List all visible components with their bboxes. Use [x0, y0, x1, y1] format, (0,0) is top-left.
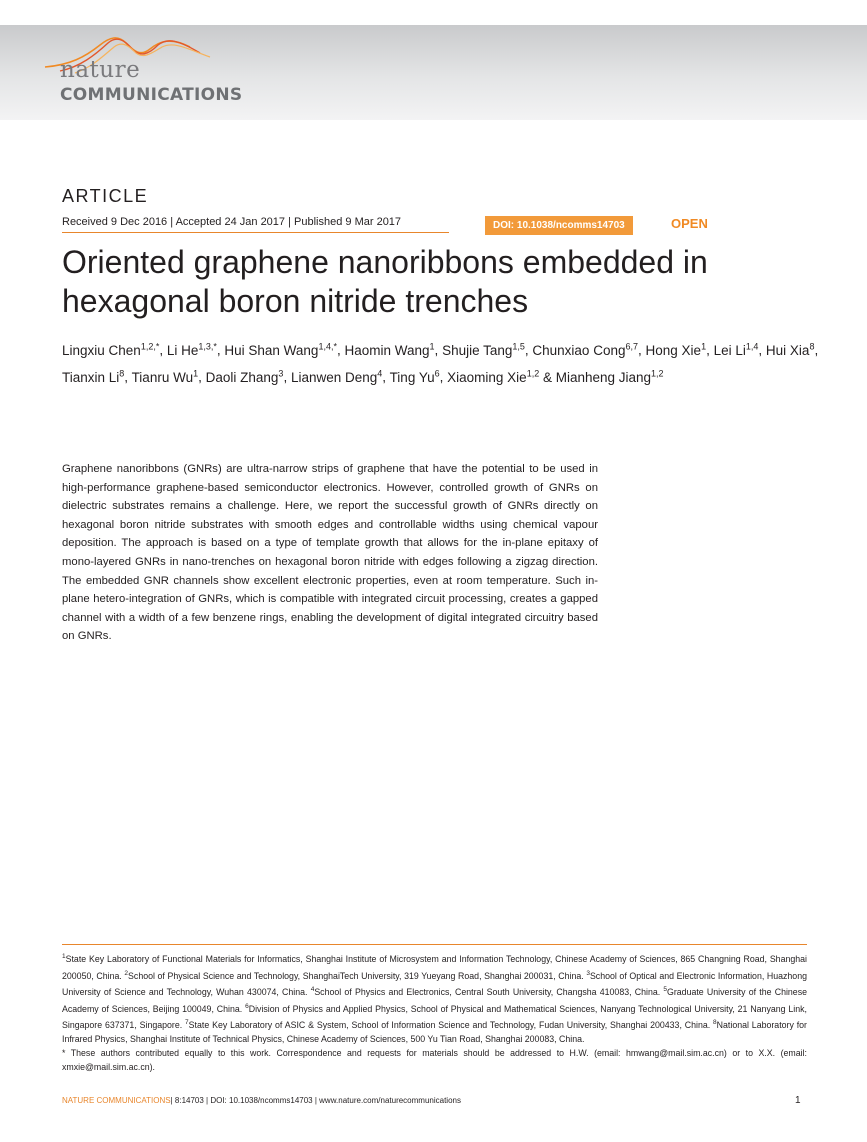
doi-badge[interactable]: DOI: 10.1038/ncomms14703 [485, 216, 633, 235]
author-name-text: Ting Yu [389, 369, 435, 385]
affiliation-item [311, 987, 664, 997]
author-affiliation-sup: 1,2,* [140, 341, 160, 351]
accepted-date: Accepted 24 Jan 2017 [175, 216, 286, 228]
abstract-paragraph: Graphene nanoribbons (GNRs) are ultra-narrow strips of graphene that have the potential to be used in high-performance graphene-based semiconductor electronics. However, controlled growth of GNRs on dielectric substrates remains a challenge. Here, we report the successful growth of GNRs directly on hexagonal boron nitride substrates with smooth edges and controllable widths using chemical vapour deposition. The approach is based on a type of template growth that allows for the in-plane epitaxy of mono-layered GNRs in nano-trenches on hexagonal boron nitride with edges following a zigzag direction. The embedded GNR channels show excellent electronic properties, even at room temperature. Such in-plane hetero-integration of GNRs, which is compatible with integrated circuit processing, creates a gapped channel with a width of a few benzene rings, enabling the development of digital integrated circuitry based on GNRs. [62, 463, 598, 643]
author-separator: , [382, 369, 390, 385]
affiliation-number: 6 [245, 1002, 249, 1010]
publication-dates [62, 216, 449, 233]
affiliation-divider [62, 944, 807, 945]
affiliation-list [62, 954, 807, 1044]
affiliation-text: State Key Laboratory of Functional Materials for Informatics, Shanghai Institute of Microsystem and Information Technology, Chinese Academy of Sciences, 865 Changning Road, Shanghai 200050, China. [62, 953, 807, 981]
author-separator: , [336, 342, 345, 358]
footer-journal-name: NATURE COMMUNICATIONS [62, 1096, 171, 1105]
affiliation-text: Division of Physics and Applied Physics, School of Physical and Mathematical Sciences, Nanyang Technological University, 21 Nanyang Link, Singapore 637371, Singapore. [62, 1003, 807, 1031]
received-date: Received 9 Dec 2016 [62, 216, 168, 228]
author-separator: , [524, 342, 533, 358]
author-separator: , [758, 342, 766, 358]
author-name [224, 343, 337, 358]
affiliation-number: 8 [713, 1019, 717, 1027]
author-affiliation-sup: 1,5 [512, 341, 525, 351]
author-affiliation-sup: 1 [701, 341, 707, 351]
author-name [442, 343, 525, 358]
author-separator: , [439, 369, 448, 385]
affiliation-text: School of Physical Science and Technology, ShanghaiTech University, 319 Yueyang Road, Shanghai 200031, China. [128, 970, 587, 981]
author-affiliation-sup: 8 [119, 368, 125, 378]
author-affiliation-sup: 1,3,* [198, 341, 217, 351]
author-name-text: Li He [166, 342, 199, 358]
author-name [62, 370, 124, 385]
affiliation-number: 1 [62, 953, 66, 960]
author-separator: , [124, 369, 132, 385]
author-name-text: Daoli Zhang [205, 369, 279, 385]
affiliation-number: 3 [586, 969, 590, 977]
affiliation-item [124, 971, 586, 981]
author-name-text: Lei Li [713, 342, 746, 358]
author-affiliation-sup: 1,4 [745, 341, 759, 351]
author-affiliation-sup: 3 [278, 368, 284, 378]
affiliation-text: State Key Laboratory of ASIC & System, School of Information Science and Technology, Fudan University, Shanghai 200433, China. [188, 1020, 714, 1031]
author-separator: , [638, 342, 646, 358]
author-name [714, 343, 759, 358]
author-name-text: Tianru Wu [131, 369, 194, 385]
published-date: Published 9 Mar 2017 [294, 216, 402, 228]
page-number: 1 [795, 1095, 801, 1106]
author-name [447, 370, 539, 385]
author-name [344, 343, 434, 358]
logo-word-communications: COMMUNICATIONS [60, 85, 243, 105]
open-access-label: OPEN [671, 216, 708, 231]
affiliations-block [62, 950, 807, 1074]
author-separator: , [706, 342, 714, 358]
affiliation-text: National Laboratory for Infrared Physics, Shanghai Institute of Technical Physics, Chinese Academy of Sciences, 500 Yu Tian Road, Shanghai 200083, China. [62, 1020, 807, 1045]
author-name-text: Chunxiao Cong [532, 342, 626, 358]
author-affiliation-sup: 1 [429, 341, 435, 351]
author-name [206, 370, 284, 385]
author-affiliation-sup: 8 [809, 341, 815, 351]
article-type-label: ARTICLE [62, 186, 149, 206]
author-separator: , [198, 369, 206, 385]
logo-word-nature: nature [60, 57, 141, 83]
affiliation-number: 5 [663, 986, 668, 994]
author-affiliation-sup: 1 [193, 368, 199, 378]
author-list [62, 335, 822, 389]
author-name-text: Hui Shan Wang [224, 342, 319, 358]
author-name-text: Lianwen Deng [290, 369, 378, 385]
page-footer [62, 1096, 461, 1105]
author-name [646, 343, 707, 358]
affiliation-item [185, 1020, 713, 1030]
author-name-text: Hui Xia [765, 342, 810, 358]
author-name [167, 343, 217, 358]
author-name [766, 343, 815, 358]
affiliation-text: School of Physics and Electronics, Central South University, Changsha 410083, China. [314, 987, 664, 998]
author-affiliation-sup: 1,2 [526, 368, 540, 378]
author-name-text: & Mianheng Jiang [542, 369, 652, 385]
affiliation-number: 7 [185, 1019, 189, 1027]
footer-citation: | 8:14703 | DOI: 10.1038/ncomms14703 | www.nature.com/naturecommunications [170, 1096, 461, 1105]
author-affiliation-sup: 4 [377, 368, 383, 378]
author-name-text: Hong Xie [645, 342, 702, 358]
author-name-text: Tianxin Li [62, 369, 120, 385]
author-affiliation-sup: 1,4,* [318, 341, 337, 351]
author-name [132, 370, 199, 385]
author-name-text: Lingxiu Chen [62, 342, 141, 358]
author-name [543, 370, 664, 385]
correspondence-note: * These authors contributed equally to this work. Correspondence and requests for materials should be addressed to H.W. (email: hmwang@mail.sim.ac.cn) or to X.X. (email: xmxie@mail.sim.ac.cn). [62, 1047, 807, 1072]
author-name [390, 370, 440, 385]
author-affiliation-sup: 6,7 [625, 341, 638, 351]
affiliation-number: 4 [310, 986, 315, 994]
author-separator: , [216, 342, 225, 358]
author-name [291, 370, 382, 385]
author-separator: , [283, 369, 291, 385]
author-name-text: Haomin Wang [344, 342, 430, 358]
author-separator: , [159, 342, 167, 358]
author-affiliation-sup: 1,2 [651, 368, 664, 378]
date-separator: | [285, 216, 295, 228]
article-title: Oriented graphene nanoribbons embedded in hexagonal boron nitride trenches [62, 244, 708, 319]
author-name-text: Xiaoming Xie [447, 369, 527, 385]
affiliation-text: Graduate University of the Chinese Academy of Sciences, Beijing 100049, China. [62, 987, 807, 1014]
author-separator: , [434, 342, 443, 358]
author-separator: , [814, 342, 819, 358]
author-affiliation-sup: 6 [434, 368, 440, 378]
author-name [62, 343, 159, 358]
affiliation-text: School of Optical and Electronic Information, Huazhong University of Science and Technology, Wuhan 430074, China. [62, 970, 807, 998]
date-separator: | [167, 216, 176, 228]
author-name-text: Shujie Tang [442, 342, 513, 358]
author-name [532, 343, 638, 358]
affiliation-number: 2 [124, 969, 129, 977]
